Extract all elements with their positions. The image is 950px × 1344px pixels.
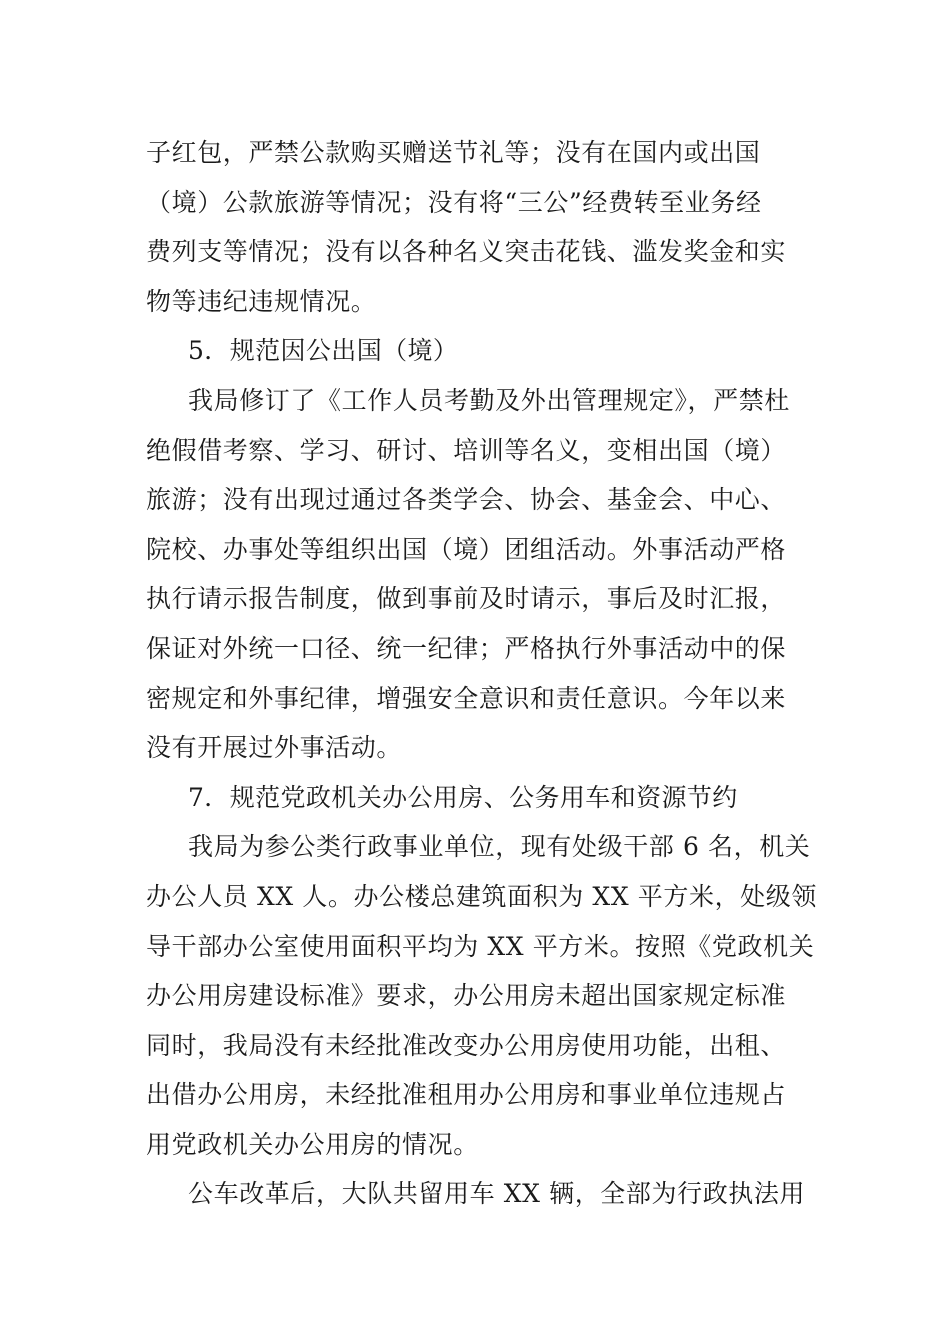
paragraph-line: 密规定和外事纪律，增强安全意识和责任意识。今年以来: [146, 683, 787, 713]
paragraph-line: 执行请示报告制度，做到事前及时请示，事后及时汇报，: [146, 584, 787, 614]
paragraph-line: 办公用房建设标准》要求，办公用房未超出国家规定标准: [146, 981, 787, 1011]
paragraph-line: 院校、办事处等组织出国（境）团组活动。外事活动严格: [146, 534, 787, 564]
paragraph-line: 导干部办公室使用面积平均为 XX 平方米。按照《党政机关: [146, 931, 815, 961]
paragraph-line: 我局修订了《工作人员考勤及外出管理规定》，严禁杜: [188, 385, 790, 415]
paragraph-line: 保证对外统一口径、统一纪律；严格执行外事活动中的保: [146, 633, 787, 663]
paragraph-line: 我局为参公类行政事业单位，现有处级干部 6 名，机关: [188, 832, 811, 862]
paragraph-line: 同时，我局没有未经批准改变办公用房使用功能，出租、: [146, 1030, 787, 1060]
paragraph-line: 公车改革后，大队共留用车 XX 辆，全部为行政执法用: [188, 1179, 806, 1209]
paragraph-line: 费列支等情况；没有以各种名义突击花钱、滥发奖金和实: [146, 237, 787, 267]
paragraph-line: 没有开展过外事活动。: [146, 733, 403, 763]
body-text: [146, 128, 818, 1219]
paragraph-line: 绝假借考察、学习、研讨、培训等名义，变相出国（境）: [146, 435, 787, 465]
paragraph-line: （境）公款旅游等情况；没有将“三公”经费转至业务经: [146, 187, 762, 217]
paragraph-line: 旅游；没有出现过通过各类学会、协会、基金会、中心、: [146, 485, 787, 515]
paragraph-line: 办公人员 XX 人。办公楼总建筑面积为 XX 平方米，处级领: [146, 881, 817, 911]
paragraph-line: 用党政机关办公用房的情况。: [146, 1129, 479, 1159]
section-heading-7: 7．规范党政机关办公用房、公务用车和资源节约: [188, 782, 738, 812]
paragraph-line: 子红包，严禁公款购买赠送节礼等；没有在国内或出国: [146, 138, 761, 167]
section-heading-5: 5．规范因公出国（境）: [188, 336, 459, 366]
paragraph-line: 物等违纪违规情况。: [146, 286, 377, 316]
paragraph-line: 出借办公用房，未经批准租用办公用房和事业单位违规占: [146, 1080, 787, 1110]
